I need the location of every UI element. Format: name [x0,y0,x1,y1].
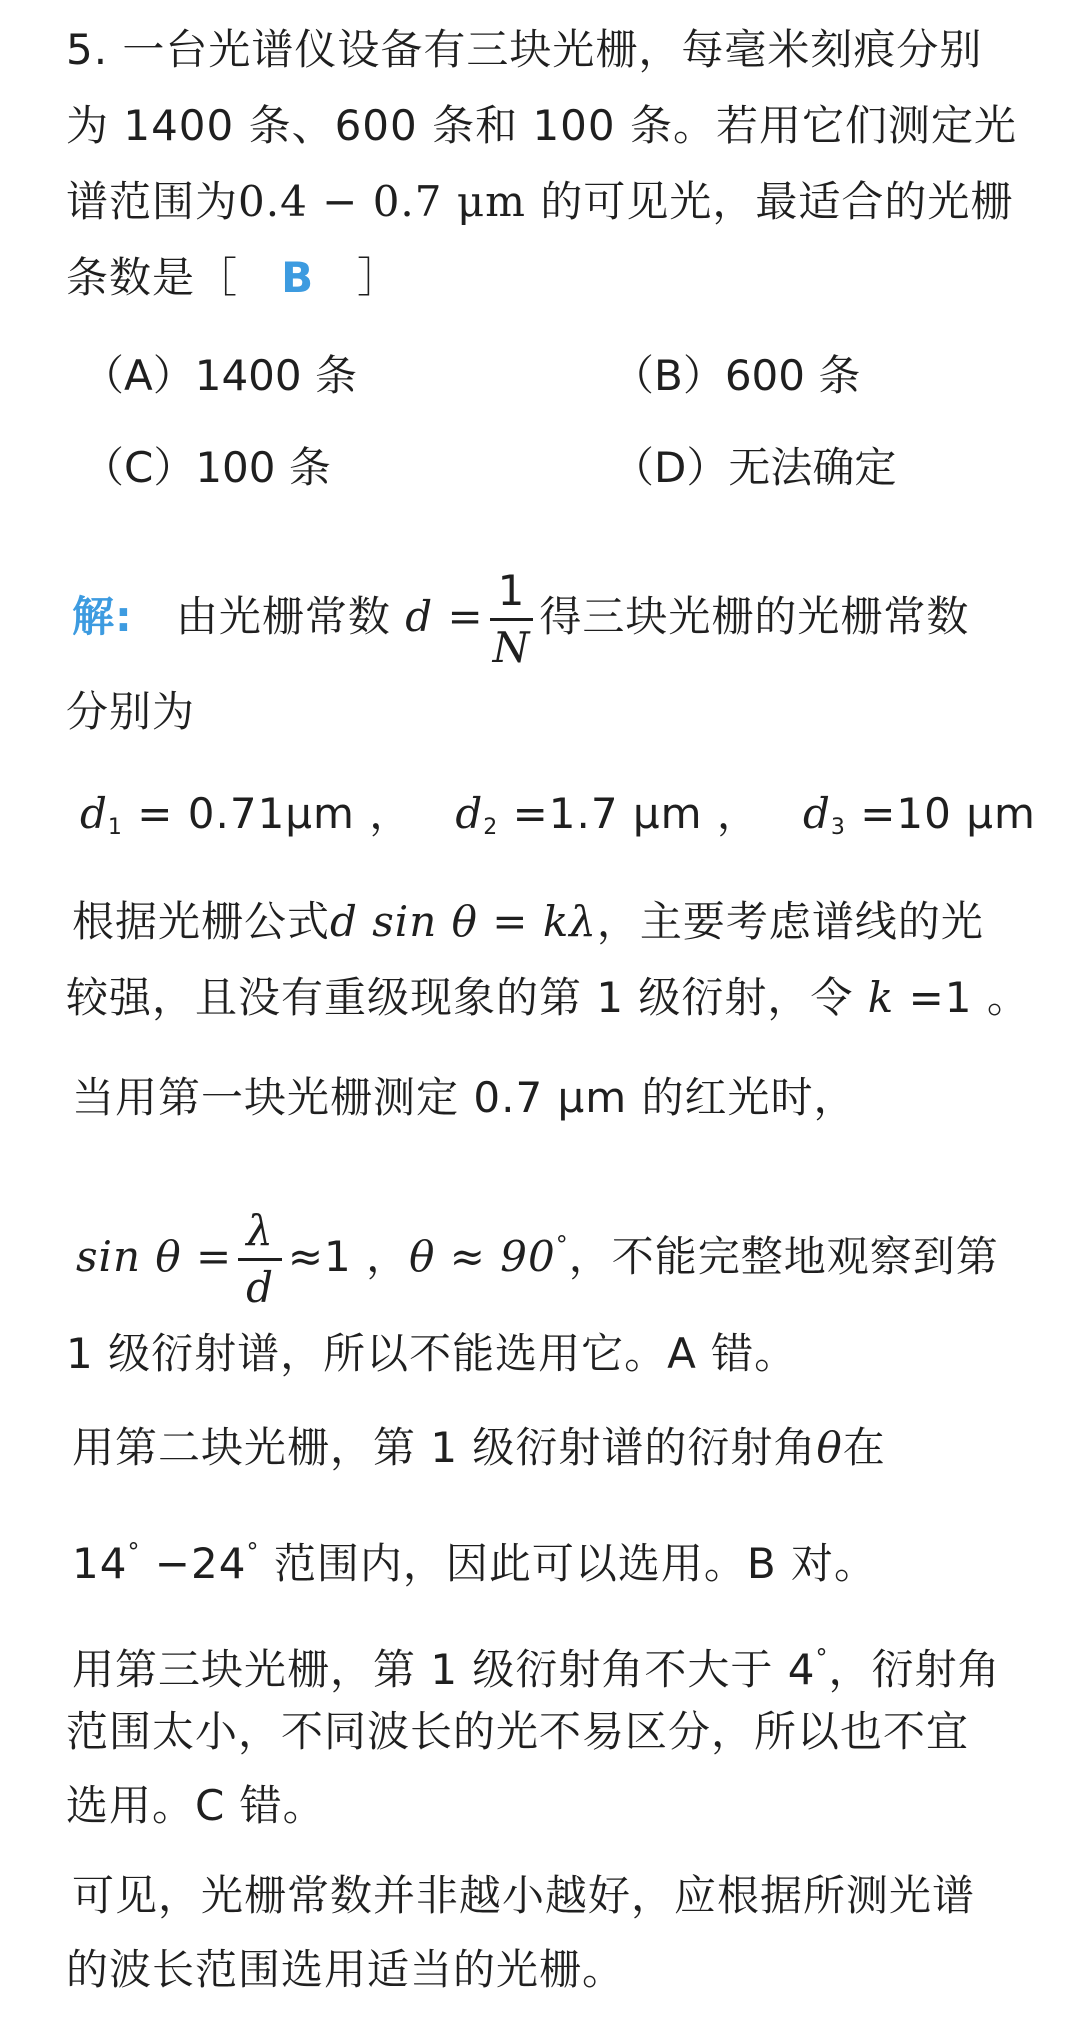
question-line-2: 为 1400 条、600 条和 100 条。若用它们测定光 [66,101,1017,150]
grating-equation: d sin θ = kλ [330,897,597,946]
solution-line-10: 14° −24° 范围内，因此可以选用。B 对。 [72,1538,877,1588]
question-line-3: 谱范围为0.4 − 0.7 μm 的可见光，最适合的光栅 [66,177,1014,226]
solution-line-13: 选用。C 错。 [66,1781,326,1830]
option-d: （D）无法确定 [612,443,897,492]
solution-line-11: 用第三块光栅，第 1 级衍射角不大于 4°，衍射角 [72,1644,1001,1694]
solution-line-9: 用第二块光栅，第 1 级衍射谱的衍射角θ在 [72,1423,886,1472]
answer-mark: B [281,253,315,302]
solution-line-14: 可见，光栅常数并非越小越好，应根据所测光谱 [72,1871,976,1920]
grating-constants: $d_1 = 0.71\mu m$ ， $d_2 =1.7$ μm ， $d_3 =10$ μm [80,789,1036,840]
solution-line-1: 解: 由光栅常数 d = $\frac{1}{N}$ 得三块光栅的光栅常数 [72,566,970,672]
solution-line-2: 分别为 [66,687,196,736]
solution-line-7: sin θ = $\frac{\lambda}{d}$ ≈1 ，θ ≈ 90°，不能完整地观察到第 [76,1206,999,1312]
grating-constant-fraction: $\frac{1}{N}$ [490,570,534,669]
question-line-4: 条数是［ B ］ [66,253,401,302]
solution-line-5: 较强，且没有重级现象的第 1 级衍射，令 k =1 。 [66,973,1030,1022]
solution-line-12: 范围太小，不同波长的光不易区分，所以也不宜 [66,1707,970,1756]
solution-line-15: 的波长范围选用适当的光栅。 [66,1945,626,1994]
solution-line-4: 根据光栅公式d sin θ = kλ，主要考虑谱线的光 [72,897,984,946]
solution-line-6: 当用第一块光栅测定 0.7 μm 的红光时， [72,1073,857,1122]
option-b: （B）600 条 [612,351,861,400]
wavelength-range: 0.4 − 0.7 μm [238,177,526,226]
solution-label: 解: [72,592,133,641]
sin-theta-fraction: $\frac{\lambda}{d}$ [238,1210,282,1309]
solution-line-8: 1 级衍射谱，所以不能选用它。A 错。 [66,1329,798,1378]
question-line-1: 5. 一台光谱仪设备有三块光栅，每毫米刻痕分别 [66,25,983,74]
option-a: （A）1400 条 [82,351,357,400]
option-c: （C）100 条 [82,443,331,492]
